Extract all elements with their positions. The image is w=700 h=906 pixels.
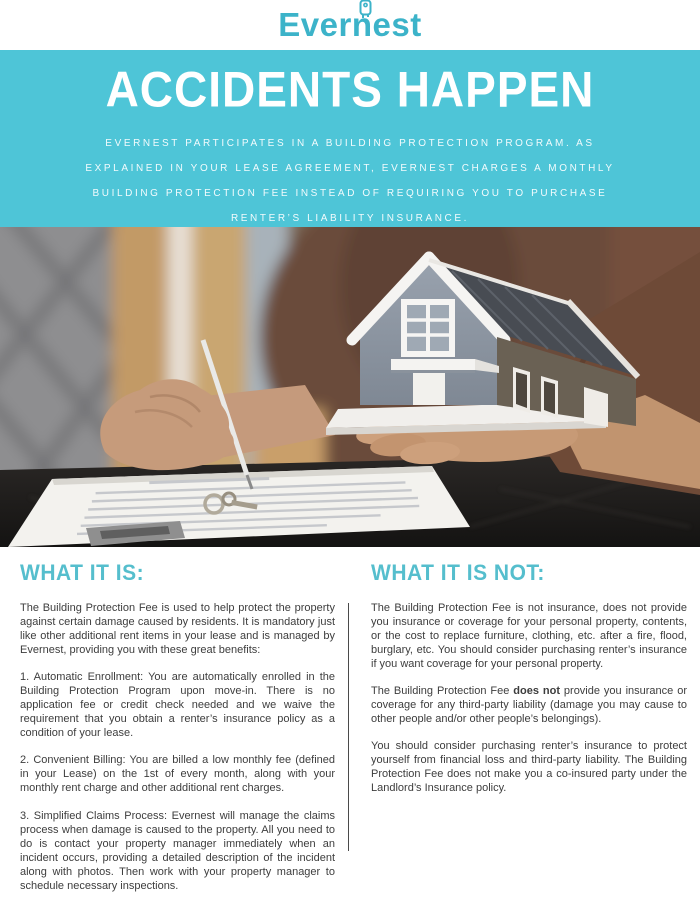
consider-renters-insurance-paragraph: You should consider purchasing renter’s insurance to protect yourself from financial loss and third-party liability. The Building Protection Fee does not make you a co-insured party under the Landlord’s Insurance policy. bbox=[371, 740, 687, 795]
p2-before: The Building Protection Fee bbox=[371, 684, 514, 697]
benefit-simplified-claims: 3. Simplified Claims Process: Evernest will manage the claims process when damage is caused to the property. All you need to do is contact your property manager immediately when an incident occurs, providing a detailed description of the incident along with photos. Then work with your property manager to schedule necessary inspections. bbox=[20, 809, 335, 892]
p2-after: provide you insurance or coverage for any third-party liability (damage you may cause to other people and/or other people’s belongings). bbox=[371, 684, 687, 726]
teal-banner bbox=[0, 50, 700, 227]
banner-subtitle: EVERNEST PARTICIPATES IN A BUILDING PROTECTION PROGRAM. AS EXPLAINED IN YOUR LEASE AGREEMENT, EVERNEST CHARGES A MONTHLY BUILDING PROTECTION FEE INSTEAD OF REQUIRING YOU TO PURCHASE RENTER’S LIABILITY INSURANCE. bbox=[85, 138, 615, 225]
info-columns bbox=[0, 547, 700, 906]
what-it-is-not-column bbox=[371, 561, 687, 906]
p2-bold: does not bbox=[513, 684, 560, 697]
column-divider bbox=[348, 603, 349, 851]
what-it-is-column bbox=[20, 561, 335, 906]
what-it-is-heading: WHAT IT IS: bbox=[20, 560, 145, 585]
evernest-logo bbox=[278, 6, 422, 44]
third-party-liability-paragraph bbox=[371, 684, 687, 726]
evernest-logo-text: Evernest bbox=[278, 6, 422, 44]
page-title: ACCIDENTS HAPPEN bbox=[105, 60, 595, 117]
hero-photo bbox=[0, 227, 700, 547]
benefit-automatic-enrollment: 1. Automatic Enrollment: You are automatically enrolled in the Building Protection Program upon move-in. There is no application fee or credit check needed and we waive the requirement that you obtain a renter’s insurance policy as a condition of your lease. bbox=[20, 670, 335, 740]
what-it-is-not-heading: WHAT IT IS NOT: bbox=[371, 560, 545, 585]
hero-photo-illustration bbox=[0, 227, 700, 547]
benefit-convenient-billing: 2. Convenient Billing: You are billed a low monthly fee (defined in your Lease) on the 1st of every month, along with your monthly rent charge and other additional rent charges. bbox=[20, 754, 335, 795]
key-icon bbox=[359, 0, 372, 11]
header bbox=[0, 0, 700, 50]
not-insurance-paragraph: The Building Protection Fee is not insurance, does not provide you insurance or coverage for your personal property, contents, or the cost to replace furniture, clothing, etc. after a fire, flood, burglary, etc. You should consider purchasing renter’s insurance if you want coverage for your personal property. bbox=[371, 601, 687, 670]
what-it-is-intro: The Building Protection Fee is used to help protect the property against certain damage caused by residents. It is mandatory just like other additional rent items in your lease and is managed by Evernest, providing you with these great benefits: bbox=[20, 601, 335, 656]
